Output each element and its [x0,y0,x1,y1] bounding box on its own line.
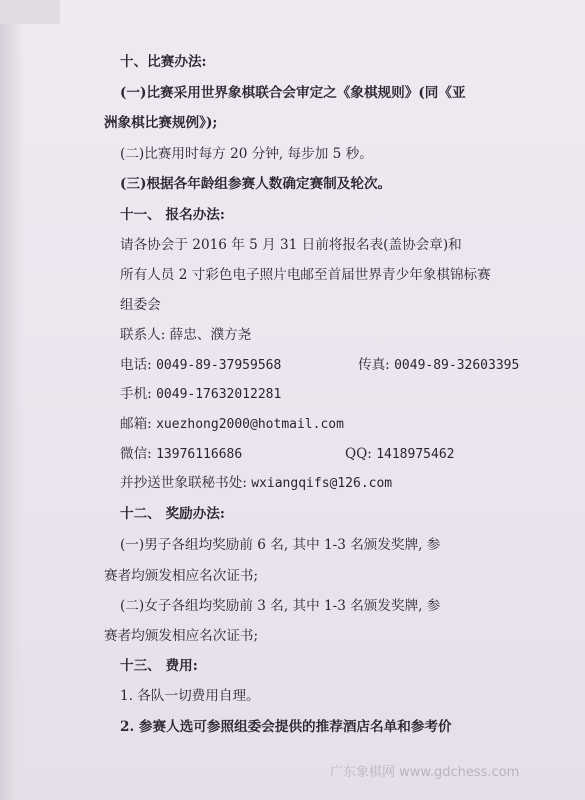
email-row [120,415,344,434]
qq-row [345,445,454,464]
phone-number: 0049-89-37959568 [156,358,282,373]
mobile-number: 0049-17632012281 [156,387,282,402]
email-label: 邮箱: [120,416,157,432]
section-10-heading: 十、比赛办法: [120,54,207,70]
phone-row [120,356,281,375]
fax-label: 传真: [358,357,395,373]
section-11-para-line-2: 所有人员 2 寸彩色电子照片电邮至首届世界青少年象棋锦标赛 [120,267,491,283]
section-12-item-1-line-2: 赛者均颁发相应名次证书; [104,568,259,584]
wechat-id: 13976116686 [156,447,243,462]
section-11-para-line-1: 请各协会于 2016 年 5 月 31 日前将报名表(盖协会章)和 [120,237,462,253]
email-address: xuezhong2000@hotmail.com [156,417,344,432]
section-13-item-2: 2. 参赛人选可参照组委会提供的推荐酒店名单和参考价 [120,719,452,735]
section-11-heading: 十一、 报名办法: [120,207,225,223]
page-left-edge [0,0,24,800]
fax-row [358,356,519,375]
section-11-para-line-3: 组委会 [120,297,161,313]
cc-row [120,474,392,493]
section-13-item-1: 1. 各队一切费用自理。 [120,688,260,704]
section-10-item-3: (三)根据各年龄组参赛人数确定赛制及轮次。 [120,176,392,192]
section-10-item-2: (二)比赛用时每方 20 分钟, 每步加 5 秒。 [120,146,373,162]
contact-persons: 联系人: 薛忠、濮方尧 [120,327,252,343]
page-corner [0,0,60,24]
section-10-item-1-line-2: 洲象棋比赛规例》); [104,115,218,131]
section-13-heading: 十三、 费用: [120,658,198,674]
qq-label: QQ: [345,446,377,462]
wechat-label: 微信: [120,446,157,462]
qq-number: 1418975462 [376,447,455,462]
fax-number: 0049-89-32603395 [394,358,520,373]
mobile-label: 手机: [120,386,157,402]
section-10-item-1-line-1: (一)比赛采用世界象棋联合会审定之《象棋规则》(同《亚 [120,85,466,101]
wechat-row [120,445,242,464]
cc-label: 并抄送世象联秘书处: [120,475,252,491]
cc-email: wxiangqifs@126.com [251,476,393,491]
section-12-heading: 十二、 奖励办法: [120,506,225,522]
phone-label: 电话: [120,357,157,373]
watermark-text: 广东象棋网 www.gdchess.com [330,765,520,780]
mobile-row [120,385,281,404]
section-12-item-2-line-2: 赛者均颁发相应名次证书; [104,628,259,644]
section-12-item-2-line-1: (二)女子各组均奖励前 3 名, 其中 1-3 名颁发奖牌, 参 [120,598,441,614]
section-12-item-1-line-1: (一)男子各组均奖励前 6 名, 其中 1-3 名颁发奖牌, 参 [120,537,441,553]
